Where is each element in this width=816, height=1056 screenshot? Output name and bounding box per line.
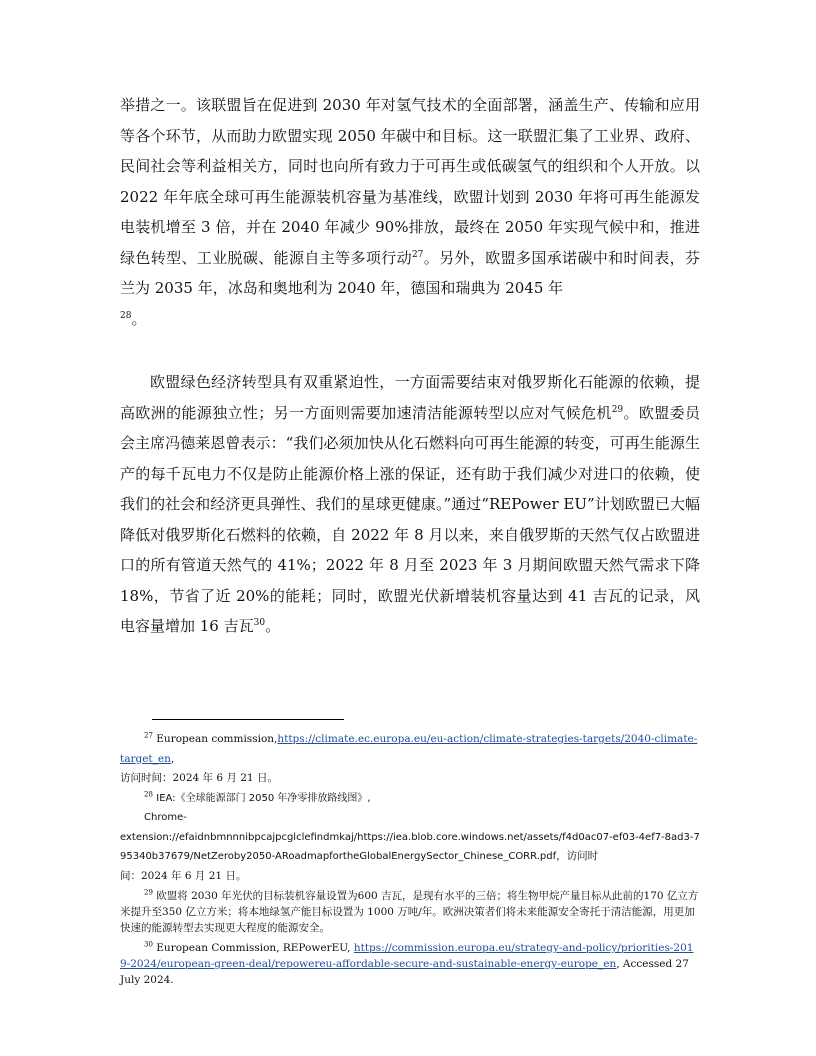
footnote-divider [152, 719, 344, 720]
footnote-27-number: 27 [144, 731, 153, 740]
footnote-27-link[interactable]: https://climate.ec.europa.eu/eu-action/climate-strategies-targets/2040-climate-target_en [120, 733, 698, 765]
footnote-30-source: European Commission, REPowerEU, [156, 942, 351, 954]
paragraph-1-text-3: 。 [131, 309, 147, 328]
footnote-28-suffix: ，访问时 [556, 850, 599, 862]
footnote-27 [120, 730, 700, 789]
footnote-27-suffix: , [170, 752, 175, 765]
footnote-ref-27[interactable]: 27 [411, 249, 424, 260]
footnote-30-link[interactable]: https://commission.europa.eu/strategy-and-policy/priorities-2019-2024/european-green-deal/repowereu-affordable-secure-and-sustainable-energy-europe_en [120, 942, 694, 970]
body-paragraph-1 [120, 90, 700, 334]
footnote-30 [120, 940, 700, 988]
footnote-27-access: 访问时间：2024 年 6 月 21 日。 [120, 772, 278, 784]
footnote-30-number: 30 [144, 940, 153, 949]
footnote-29-text: 欧盟将 2030 年光伏的目标装机容量设置为600 吉瓦，是现有水平的三倍；将生物甲烷产量目标从此前的170 亿立方米提升至350 亿立方米；将本地绿氢产能目标设置为 1000 万吨/年。欧洲决策者们将未来能源安全寄托于清洁能源，用更加快速的能源转型去实现更大程度的能源安全。 [120, 890, 699, 934]
paragraph-2-text-2: 。欧盟委员会主席冯德莱恩曾表示：“我们必须加快从化石燃料向可再生能源的转变，可再生能源生产的每千瓦电力不仅是防止能源价格上涨的保证，还有助于我们减少对进口的依赖，使我们的社会和经济更具弹性、我们的星球更健康。”通过“REPower EU”计划欧盟已大幅降低对俄罗斯化石燃料的依赖，自 2022 年 8 月以来，来自俄罗斯的天然气仅占欧盟进口的所有管道天然气的 41%；2022 年 8 月至 2023 年 3 月期间欧盟天然气需求下降 18%，节省了近 20%的能耗；同时，欧盟光伏新增装机容量达到 41 吉瓦的记录，风电容量增加 16 吉瓦 [120, 403, 700, 635]
body-paragraph-2 [120, 367, 700, 642]
footnote-28-number: 28 [144, 790, 153, 798]
footnote-28 [120, 789, 700, 887]
footnote-ref-30[interactable]: 30 [253, 618, 266, 628]
paragraph-2-text: 欧盟绿色经济转型具有双重紧迫性，一方面需要结束对俄罗斯化石能源的依赖，提高欧洲的能源独立性；另一方面则需要加速清洁能源转型以应对气候危机 [120, 373, 700, 422]
footnote-30-suffix: , Accessed 27 July 2024. [120, 958, 689, 986]
footnote-28-line-2: Chrome- [144, 812, 187, 823]
footnotes-section [120, 730, 700, 988]
footnote-ref-28[interactable]: 28 [120, 310, 132, 321]
paragraph-2-text-3: 。 [265, 617, 281, 635]
paragraph-1-text-2: 。另外，欧盟多国承诺碳中和时间表，芬兰为 2035 年，冰岛和奥地利为 2040 年，德国和瑞典为 2045 年 [120, 248, 700, 297]
footnote-27-source: European commission, [156, 733, 278, 745]
footnote-29-number: 29 [144, 888, 153, 897]
paragraph-1-text: 举措之一。该联盟旨在促进到 2030 年对氢气技术的全面部署，涵盖生产、传输和应用等各个环节，从而助力欧盟实现 2050 年碳中和目标。这一联盟汇集了工业界、政府、民间社会等利益相关方，同时也向所有致力于可再生或低碳氢气的组织和个人开放。以 2022 年年底全球可再生能源装机容量为基准线，欧盟计划到 2030 年将可再生能源发电装机增至 3 倍，并在 2040 年减少 90%排放，最终在 2050 年实现气候中和，推进绿色转型、工业脱碳、能源自主等多项行动 [120, 96, 700, 267]
footnote-ref-29[interactable]: 29 [611, 404, 624, 415]
footnote-28-line-3[interactable]: extension://efaidnbmnnnibpcajpcglclefindmkaj/https://iea.blob.core.windows.net/assets/f4d0ac07-ef03-4ef7-8ad3-795340b37679/NetZeroby2050-ARoadmapfortheGlobalEnergySector_Chinese_CORR.pdf [120, 831, 700, 862]
footnote-28-title: IEA:《全球能源部门 2050 年净零排放路线图》, [156, 792, 371, 804]
footnote-29 [120, 888, 700, 936]
footnote-28-access: 间：2024 年 6 月 21 日。 [120, 869, 247, 882]
